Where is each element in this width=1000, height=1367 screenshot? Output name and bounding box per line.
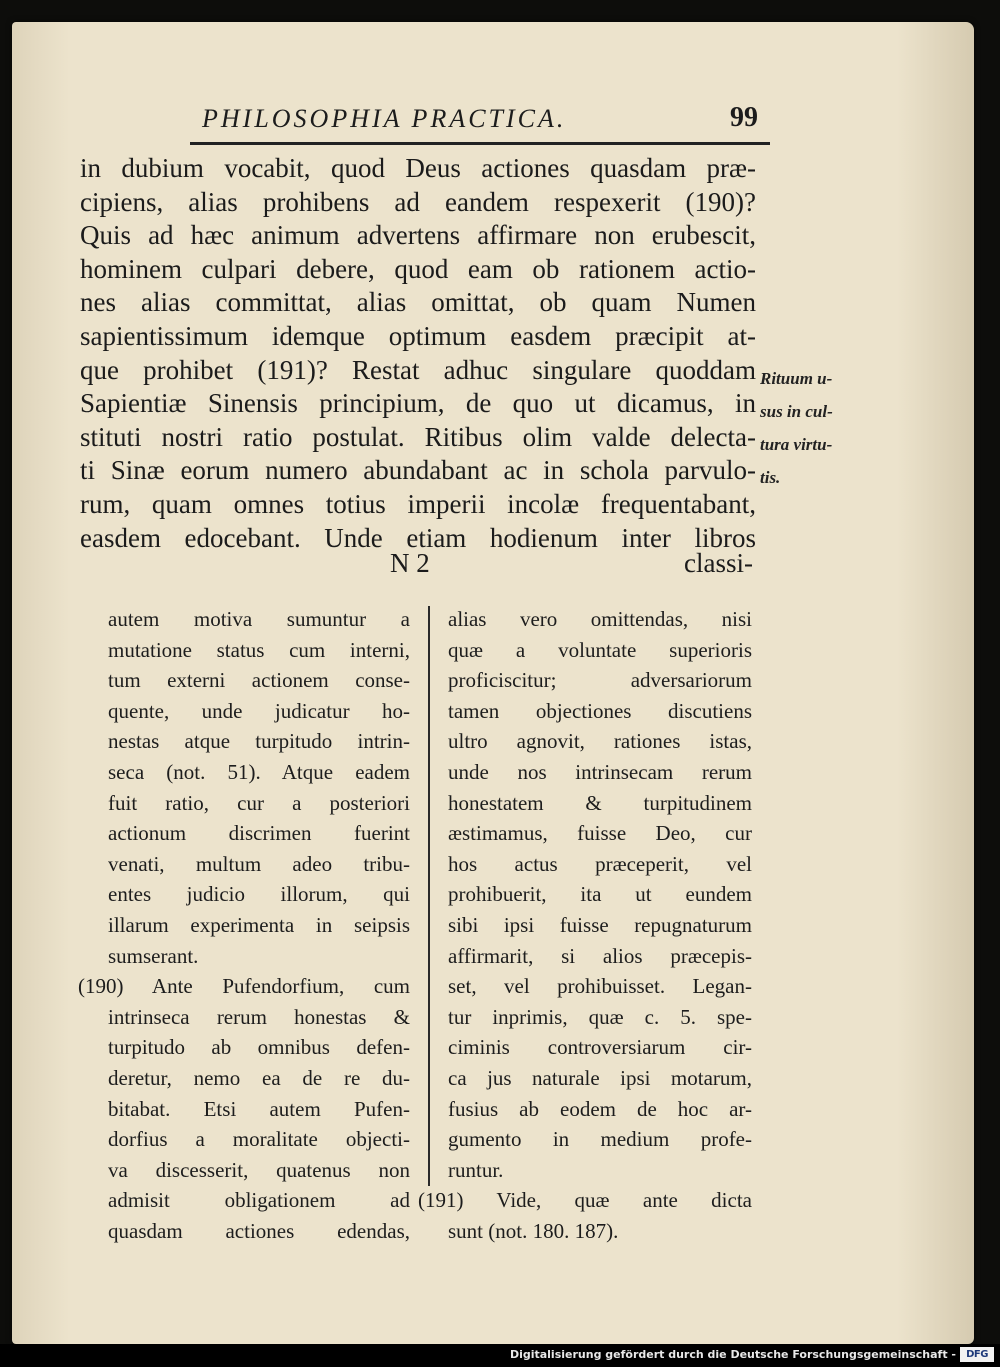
footnote-line: æstimamus, fuisse Deo, cur	[448, 821, 752, 846]
running-header	[190, 102, 770, 145]
marginal-note-line: Rituum u-	[760, 369, 833, 388]
footnote-line: intrinseca rerum honestas &	[108, 1004, 410, 1029]
marginal-note	[760, 362, 880, 494]
footnote-line: entes judicio illorum, qui	[108, 882, 410, 907]
footnote-line: unde nos intrinsecam rerum	[448, 759, 752, 784]
column-divider	[428, 606, 430, 1186]
text-line: sapientissimum idemque optimum easdem præcipit at-	[80, 320, 756, 351]
footnote-line: bitabat. Etsi autem Pufen-	[108, 1096, 410, 1121]
footnote-line: va discesserit, quatenus non	[108, 1157, 410, 1182]
text-line: Sapientiæ Sinensis principium, de quo ut dicamus, in	[80, 388, 756, 419]
footnote-line: (191) Vide, quæ ante dicta	[418, 1188, 752, 1213]
footnote-line: prohibuerit, ita ut eundem	[448, 882, 752, 907]
footnote-line: sibi ipsi fuisse repugnaturum	[448, 912, 752, 937]
footnote-column-left	[78, 604, 410, 1246]
text-line: Quis ad hæc animum advertens affirmare non erubescit,	[80, 220, 756, 251]
footnote-line: ciminis controversiarum cir-	[448, 1035, 752, 1060]
running-title: PHILOSOPHIA PRACTICA.	[202, 104, 567, 133]
text-line: cipiens, alias prohibens ad eandem respexerit (190)?	[80, 186, 756, 217]
footnote-line: quasdam actiones edendas,	[108, 1218, 410, 1243]
page-number: 99	[730, 102, 758, 133]
footnote-line: sumserant.	[108, 943, 199, 968]
text-line: que prohibet (191)? Restat adhuc singulare quoddam	[80, 354, 756, 385]
text-line: hominem culpari debere, quod eam ob rationem actio-	[80, 253, 756, 284]
footnote-line: dorfius a moralitate objecti-	[108, 1127, 410, 1152]
footnote-line: sunt (not. 180. 187).	[448, 1218, 619, 1243]
text-line: nes alias committat, alias omittat, ob quam Numen	[80, 287, 756, 318]
footnote-column-right	[418, 604, 752, 1246]
marginal-note-line: tura virtu-	[760, 435, 833, 454]
footnote-line: gumento in medium profe-	[448, 1127, 752, 1152]
footnote-line: deretur, nemo ea de re du-	[108, 1065, 410, 1090]
footnote-line: actionum discrimen fuerint	[108, 821, 410, 846]
footnote-line: fusius ab eodem de hoc ar-	[448, 1096, 752, 1121]
text-line: ti Sinæ eorum numero abundabant ac in schola parvulo-	[80, 455, 756, 486]
main-text-block	[80, 152, 756, 555]
footnote-line: quæ a voluntate superioris	[448, 637, 752, 662]
digitization-footer	[0, 1344, 1000, 1367]
footnote-line: illarum experimenta in seipsis	[108, 912, 410, 937]
footnote-line: mutatione status cum interni,	[108, 637, 410, 662]
footnote-line: fuit ratio, cur a posteriori	[108, 790, 410, 815]
footnote-line: honestatem & turpitudinem	[448, 790, 752, 815]
signature-mark: N 2	[390, 548, 430, 578]
footnote-line: admisit obligationem ad	[108, 1188, 410, 1213]
text-line: stituti nostri ratio postulat. Ritibus olim valde delecta-	[80, 421, 756, 452]
footnote-line: seca (not. 51). Atque eadem	[108, 759, 410, 784]
footnote-line: alias vero omittendas, nisi	[448, 607, 752, 631]
footnote-line: hos actus præceperit, vel	[448, 851, 752, 876]
footnote-line: proficiscitur; adversariorum	[448, 668, 752, 693]
catchword: classi-	[684, 548, 753, 578]
footnote-line: tur inprimis, quæ c. 5. spe-	[448, 1004, 752, 1029]
footnote-line: quente, unde judicatur ho-	[108, 698, 410, 723]
footnote-line: ultro agnovit, rationes istas,	[448, 729, 752, 754]
footnote-line: tum externi actionem conse-	[108, 668, 410, 693]
footnote-line: set, vel prohibuisset. Legan-	[448, 974, 752, 999]
footnote-line: affirmarit, si alios præcepis-	[448, 943, 752, 968]
funding-credit: Digitalisierung gefördert durch die Deutsche Forschungsgemeinschaft -	[509, 1348, 956, 1361]
text-line: rum, quam omnes totius imperii incolæ frequentabant,	[80, 488, 756, 519]
footnote-line: (190) Ante Pufendorfium, cum	[78, 974, 410, 999]
footnote-line: autem motiva sumuntur a	[108, 607, 410, 631]
text-line: easdem edocebant. Unde etiam hodienum inter libros	[80, 522, 756, 553]
text-line: in dubium vocabit, quod Deus actiones quasdam præ-	[80, 153, 756, 183]
footnote-line: nestas atque turpitudo intrin-	[108, 729, 410, 754]
footnote-line: tamen objectiones discutiens	[448, 698, 752, 723]
marginal-note-line: tis.	[760, 468, 781, 487]
footnote-line: turpitudo ab omnibus defen-	[108, 1035, 410, 1060]
marginal-note-line: sus in cul-	[760, 402, 833, 421]
footnote-line: venati, multum adeo tribu-	[108, 851, 410, 876]
footnote-line: ca jus naturale ipsi motarum,	[448, 1065, 752, 1090]
dfg-logo: DFG	[960, 1347, 994, 1362]
footnote-line: runtur.	[448, 1157, 504, 1182]
